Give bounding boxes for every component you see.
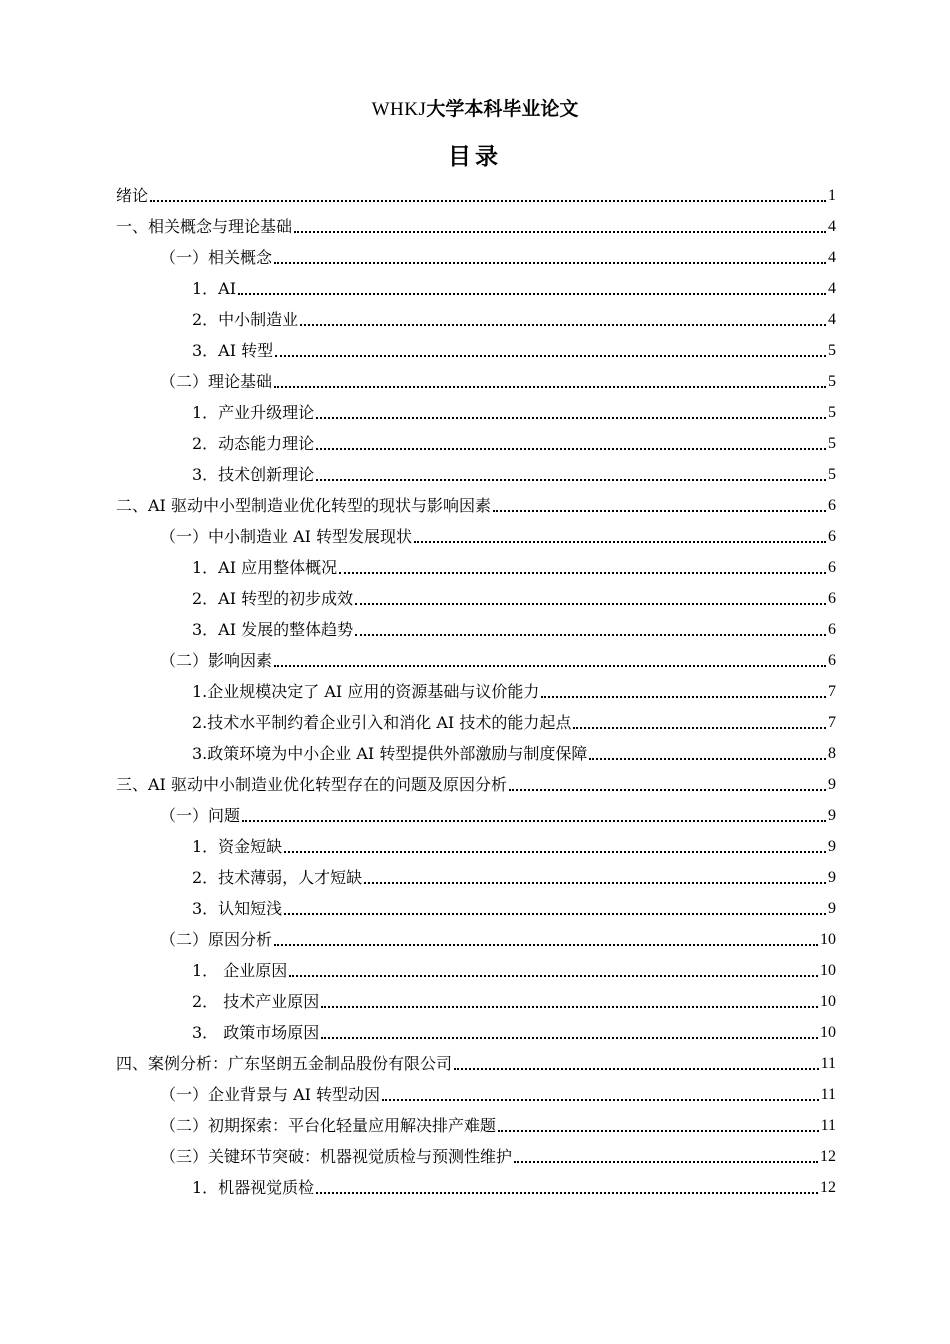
toc-entry-label: 1．AI: [192, 279, 237, 298]
toc-entry-page: 11: [820, 1055, 836, 1072]
toc-entry-page: 8: [828, 745, 836, 762]
header-latin: WHKJ: [371, 99, 427, 120]
toc-entry-label: 四、案例分析：广东坚朗五金制品股份有限公司: [116, 1054, 453, 1073]
toc-entry-label: （一）相关概念: [160, 248, 273, 267]
toc-entry[interactable]: [116, 522, 836, 548]
toc-entry[interactable]: [116, 739, 836, 765]
toc-entry-page: 4: [828, 311, 836, 328]
toc-entry[interactable]: [116, 1173, 836, 1199]
toc-entry-page: 6: [828, 559, 836, 576]
toc-leader-dots: [289, 974, 818, 977]
toc-entry[interactable]: [116, 677, 836, 703]
toc-entry[interactable]: [116, 336, 836, 362]
toc-leader-dots: [294, 230, 826, 233]
toc-entry[interactable]: [116, 770, 836, 796]
toc-entry-page: 6: [828, 497, 836, 514]
toc-entry[interactable]: [116, 615, 836, 641]
toc-entry[interactable]: [116, 1018, 836, 1044]
toc-entry-label: 一、相关概念与理论基础: [116, 217, 293, 236]
toc-entry-page: 5: [828, 342, 836, 359]
toc-entry-label: 3．认知短浅: [192, 899, 283, 918]
toc-leader-dots: [284, 850, 826, 853]
toc-entry[interactable]: [116, 274, 836, 300]
toc-entry[interactable]: [116, 181, 836, 207]
toc-entry-page: 4: [828, 280, 836, 297]
toc-entry-label: 2.技术水平制约着企业引入和消化 AI 技术的能力起点: [192, 713, 572, 732]
toc-entry[interactable]: [116, 956, 836, 982]
toc-entry[interactable]: [116, 553, 836, 579]
toc-entry-page: 10: [820, 931, 836, 948]
toc-entry[interactable]: [116, 894, 836, 920]
toc-entry-label: （一）中小制造业 AI 转型发展现状: [160, 527, 413, 546]
toc-entry-label: （三）关键环节突破：机器视觉质检与预测性维护: [160, 1147, 513, 1166]
toc-title: 目录: [448, 144, 502, 170]
toc-entry[interactable]: [116, 1142, 836, 1168]
toc-entry-label: （一）问题: [160, 806, 241, 825]
toc-leader-dots: [541, 695, 826, 698]
toc-entry[interactable]: [116, 1111, 836, 1137]
toc-leader-dots: [316, 478, 826, 481]
toc-entry-page: 12: [820, 1179, 836, 1196]
toc-entry-page: 5: [828, 435, 836, 452]
toc-entry-page: 1: [828, 187, 836, 204]
toc-leader-dots: [589, 757, 826, 760]
toc-leader-dots: [364, 881, 826, 884]
toc-leader-dots: [493, 509, 826, 512]
toc-leader-dots: [321, 1005, 818, 1008]
toc-entry[interactable]: [116, 429, 836, 455]
toc-leader-dots: [498, 1129, 819, 1132]
toc-entry[interactable]: [116, 708, 836, 734]
toc-entry-label: 2．AI 转型的初步成效: [192, 589, 354, 608]
toc-entry-page: 6: [828, 621, 836, 638]
toc-leader-dots: [274, 943, 818, 946]
toc-entry-label: 绪论: [116, 186, 149, 205]
toc-entry-page: 6: [828, 590, 836, 607]
toc-entry-page: 11: [820, 1117, 836, 1134]
toc-entry-page: 5: [828, 466, 836, 483]
toc-leader-dots: [509, 788, 826, 791]
toc-entry-page: 6: [828, 652, 836, 669]
toc-entry-page: 12: [820, 1148, 836, 1165]
toc-entry[interactable]: [116, 584, 836, 610]
toc-entry-label: 2．技术薄弱，人才短缺: [192, 868, 363, 887]
header-title: 大学本科毕业论文: [426, 98, 579, 120]
toc-entry-label: （二）理论基础: [160, 372, 273, 391]
toc-entry-label: 2．动态能力理论: [192, 434, 315, 453]
toc-entry-label: 1．AI 应用整体概况: [192, 558, 338, 577]
toc-entry-label: （一）企业背景与 AI 转型动因: [160, 1085, 381, 1104]
toc-entry-page: 10: [820, 962, 836, 979]
toc-entry-page: 4: [828, 249, 836, 266]
toc-entry-label: 1． 企业原因: [192, 961, 288, 980]
toc-leader-dots: [274, 385, 826, 388]
toc-entry-page: 10: [820, 993, 836, 1010]
toc-entry-label: 3．技术创新理论: [192, 465, 315, 484]
toc-entry-page: 9: [828, 900, 836, 917]
toc-leader-dots: [316, 447, 826, 450]
toc-entry-label: 3．AI 转型: [192, 341, 274, 360]
toc-entry[interactable]: [116, 398, 836, 424]
toc-entry-page: 9: [828, 838, 836, 855]
toc-entry[interactable]: [116, 1080, 836, 1106]
toc-entry[interactable]: [116, 1049, 836, 1075]
toc-entry-label: 2．中小制造业: [192, 310, 299, 329]
toc-entry[interactable]: [116, 925, 836, 951]
toc-leader-dots: [242, 819, 826, 822]
toc-entry-label: （二）影响因素: [160, 651, 273, 670]
toc-entry-page: 11: [820, 1086, 836, 1103]
toc-entry-page: 9: [828, 776, 836, 793]
toc-leader-dots: [382, 1098, 819, 1101]
toc-entry-label: （二）原因分析: [160, 930, 273, 949]
toc-leader-dots: [274, 664, 826, 667]
toc-entry-page: 4: [828, 218, 836, 235]
toc-leader-dots: [454, 1067, 819, 1070]
toc-entry-label: 1．资金短缺: [192, 837, 283, 856]
toc-entry-label: （二）初期探索：平台化轻量应用解决排产难题: [160, 1116, 497, 1135]
toc-entry-page: 10: [820, 1024, 836, 1041]
toc-entry[interactable]: [116, 801, 836, 827]
toc-entry-label: 二、AI 驱动中小型制造业优化转型的现状与影响因素: [116, 496, 491, 515]
toc-leader-dots: [321, 1036, 818, 1039]
toc-entry-label: 2． 技术产业原因: [192, 992, 320, 1011]
toc-entry-label: 1.企业规模决定了 AI 应用的资源基础与议价能力: [192, 682, 540, 701]
toc-leader-dots: [573, 726, 826, 729]
toc-leader-dots: [284, 912, 826, 915]
page-header: [0, 97, 950, 122]
toc-leader-dots: [300, 323, 826, 326]
toc-leader-dots: [238, 292, 826, 295]
toc-entry[interactable]: [116, 646, 836, 672]
toc-entry-page: 7: [828, 714, 836, 731]
toc-entry-label: 3．AI 发展的整体趋势: [192, 620, 354, 639]
toc-entry-page: 9: [828, 869, 836, 886]
toc-leader-dots: [275, 354, 826, 357]
toc-entry[interactable]: [116, 491, 836, 517]
toc-entry-page: 6: [828, 528, 836, 545]
toc-entry-page: 5: [828, 373, 836, 390]
toc-leader-dots: [274, 261, 826, 264]
toc-entry[interactable]: [116, 243, 836, 269]
toc-entry[interactable]: [116, 212, 836, 238]
toc-entry-page: 9: [828, 807, 836, 824]
toc-entry-label: 3.政策环境为中小企业 AI 转型提供外部激励与制度保障: [192, 744, 588, 763]
toc-leader-dots: [514, 1160, 818, 1163]
toc-leader-dots: [355, 633, 826, 636]
toc-entry[interactable]: [116, 460, 836, 486]
toc-entry-page: 5: [828, 404, 836, 421]
toc-entry[interactable]: [116, 367, 836, 393]
toc-entry-label: 三、AI 驱动中小制造业优化转型存在的问题及原因分析: [116, 775, 507, 794]
toc-entry[interactable]: [116, 305, 836, 331]
toc-leader-dots: [339, 571, 826, 574]
toc-entry-label: 1．产业升级理论: [192, 403, 315, 422]
toc-leader-dots: [355, 602, 826, 605]
toc-leader-dots: [316, 416, 826, 419]
toc-entry[interactable]: [116, 832, 836, 858]
toc-entry-label: 3． 政策市场原因: [192, 1023, 320, 1042]
toc-entry-label: 1．机器视觉质检: [192, 1178, 315, 1197]
toc-leader-dots: [150, 199, 826, 202]
toc-entry-page: 7: [828, 683, 836, 700]
toc-leader-dots: [414, 540, 826, 543]
toc-entry[interactable]: [116, 863, 836, 889]
toc-entry[interactable]: [116, 987, 836, 1013]
toc-leader-dots: [316, 1191, 818, 1194]
